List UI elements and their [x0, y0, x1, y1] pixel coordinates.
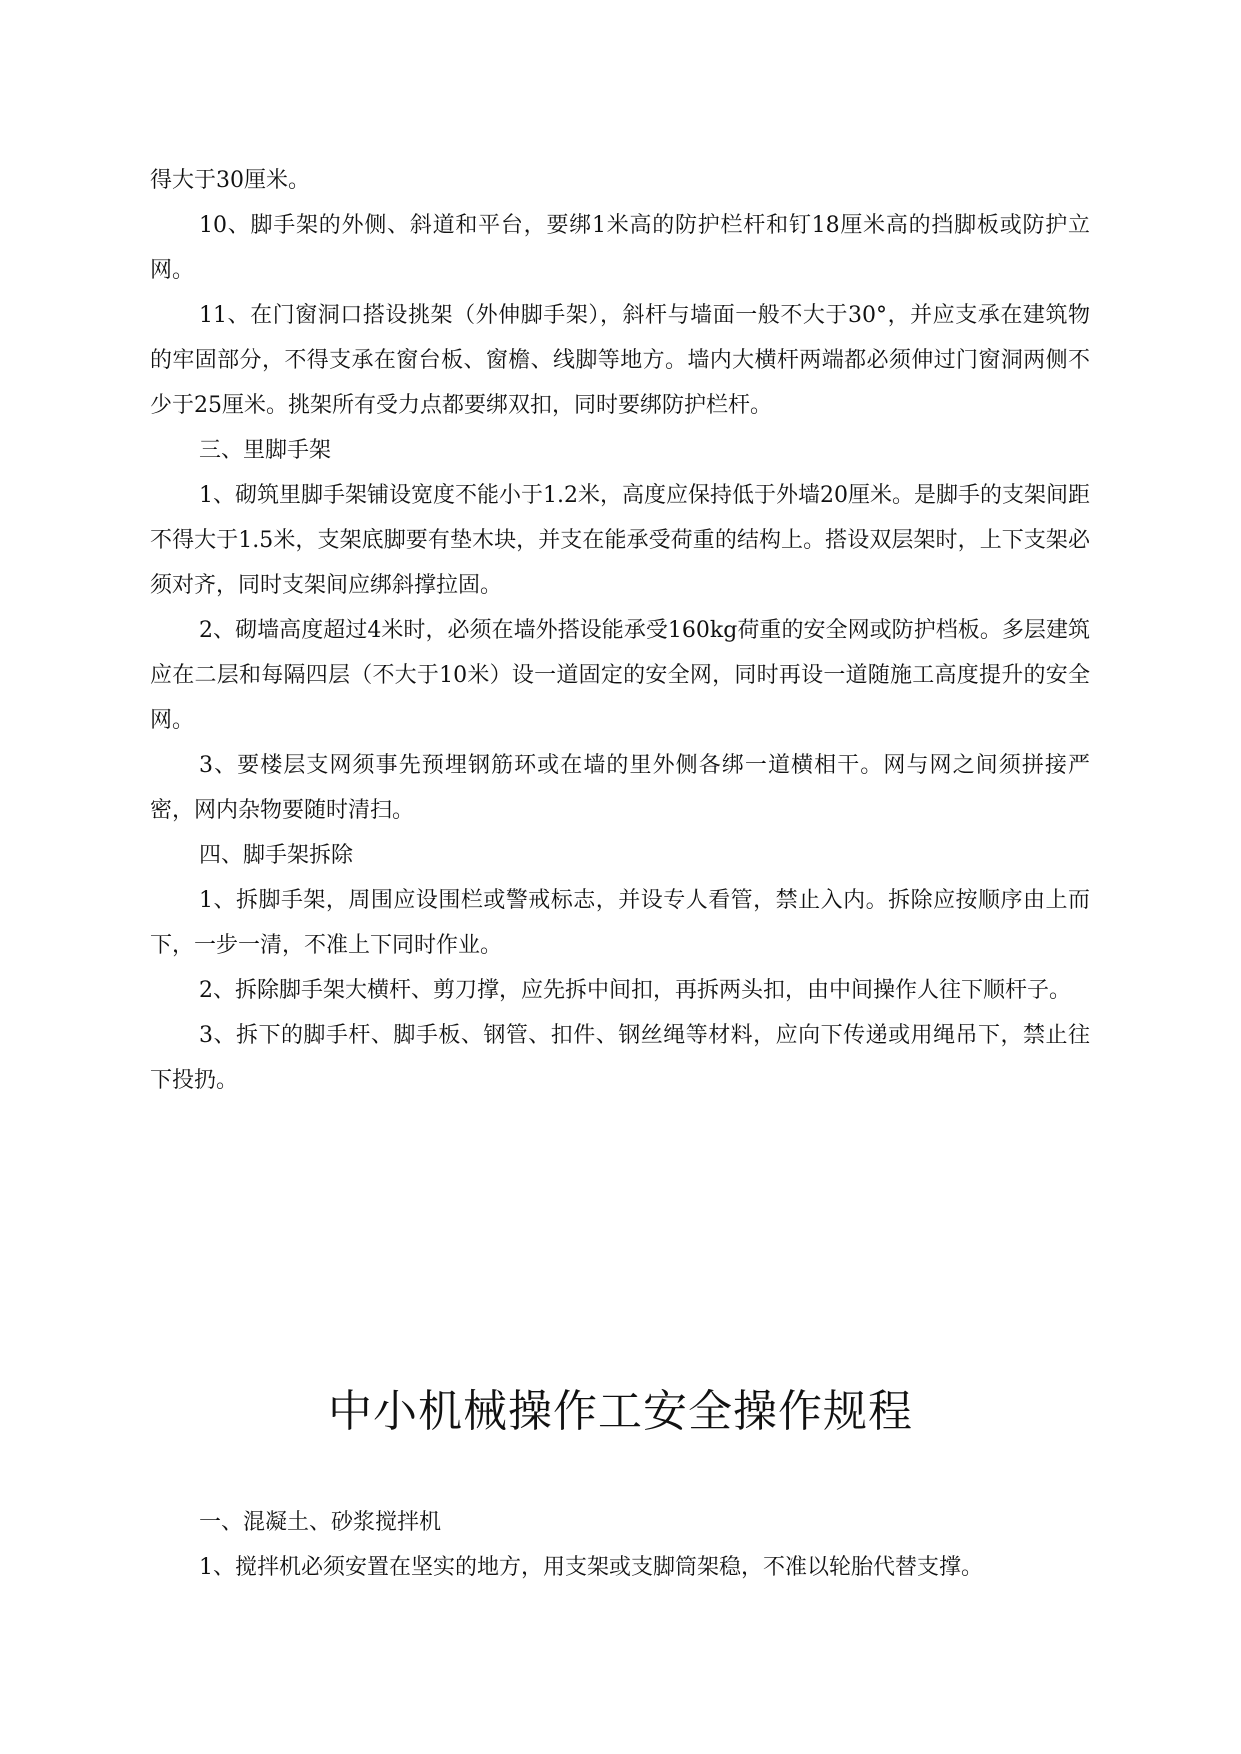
document-title: 中小机械操作工安全操作规程	[328, 1386, 913, 1437]
paragraph-inner-item-1: 1、砌筑里脚手架铺设宽度不能小于1.2米，高度应保持低于外墙20厘米。是脚手的支架间距不得大于1.5米，支架底脚要有垫木块，并支在能承受荷重的结构上。搭设双层架时，上下支架必须对齐，同时支架间应绑斜撑拉固。	[150, 483, 1090, 598]
paragraph-item-11: 11、在门窗洞口搭设挑架（外伸脚手架），斜杆与墙面一般不大于30°，并应支承在建筑物的牢固部分，不得支承在窗台板、窗檐、线脚等地方。墙内大横杆两端都必须伸过门窗洞两侧不少于25厘米。挑架所有受力点都要绑双扣，同时要绑防护栏杆。	[150, 303, 1090, 418]
paragraph-dismantle-item-1: 1、拆脚手架，周围应设围栏或警戒标志，并设专人看管，禁止入内。拆除应按顺序由上而下，一步一清，不准上下同时作业。	[150, 888, 1090, 958]
paragraph-dismantle-item-3: 3、拆下的脚手杆、脚手板、钢管、扣件、钢丝绳等材料，应向下传递或用绳吊下，禁止往下投扔。	[150, 1023, 1090, 1093]
paragraph-continuation: 得大于30厘米。	[150, 168, 310, 193]
paragraph-inner-item-2: 2、砌墙高度超过4米时，必须在墙外搭设能承受160kg荷重的安全网或防护档板。多层建筑应在二层和每隔四层（不大于10米）设一道固定的安全网，同时再设一道随施工高度提升的安全网。	[150, 618, 1090, 733]
scaffold-safety-section	[150, 158, 1090, 1103]
paragraph-inner-item-3: 3、要楼层支网须事先预埋钢筋环或在墙的里外侧各绑一道横相干。网与网之间须拼接严密，网内杂物要随时清扫。	[150, 753, 1090, 823]
paragraph-mixer-item-1: 1、搅拌机必须安置在坚实的地方，用支架或支脚筒架稳，不准以轮胎代替支撑。	[199, 1555, 983, 1580]
paragraph-item-10: 10、脚手架的外侧、斜道和平台，要绑1米高的防护栏杆和钉18厘米高的挡脚板或防护立网。	[150, 213, 1090, 283]
paragraph-dismantle-item-2: 2、拆除脚手架大横杆、剪刀撑，应先拆中间扣，再拆两头扣，由中间操作人往下顺杆子。	[199, 978, 1072, 1003]
section-heading-mixer: 一、混凝土、砂浆搅拌机	[199, 1510, 442, 1535]
section-heading-inner-scaffold: 三、里脚手架	[199, 438, 332, 463]
section-heading-dismantling: 四、脚手架拆除	[199, 843, 354, 868]
machinery-safety-section	[150, 1500, 1090, 1590]
